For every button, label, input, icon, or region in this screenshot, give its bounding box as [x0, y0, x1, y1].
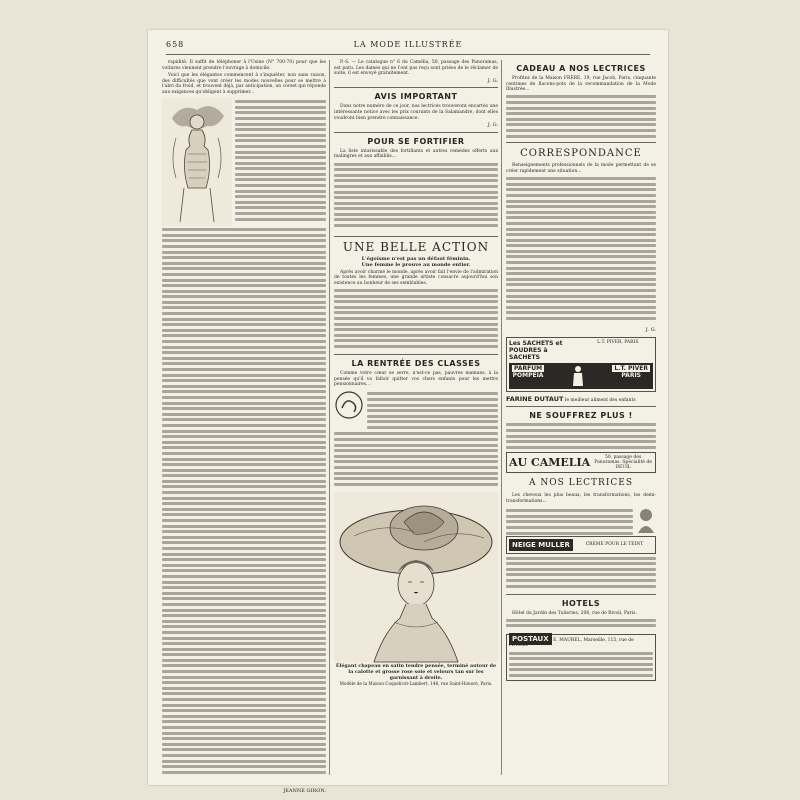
section-title: CORRESPONDANCE [520, 148, 642, 160]
column-2 [334, 60, 498, 775]
illustration-caption: Élégant chapeau en satin tendre pensée, terminé autour de la calotte et grosse rose soie et velours tan sur les garnissant à droite. [335, 663, 497, 681]
illustration-credit: Modèle de la Maison Coquelicot-Lambert, 148, rue Saint-Honoré, Paris. [339, 681, 493, 687]
page-number: 658 [166, 40, 185, 49]
ad-text: POMPEIA [512, 371, 544, 379]
ad-headline: AU CAMELIA [509, 455, 591, 469]
text-block [506, 423, 656, 449]
ad-text: PARFUM [514, 364, 543, 372]
paragraph: rapidité. Il suffit de téléphoner à l'Usine (N° 700-70) pour que les voitures viennent prendre l'ouvrage à domicile. [162, 60, 326, 71]
column-rule [501, 60, 502, 775]
divider [334, 236, 498, 237]
newspaper-page [148, 30, 668, 795]
camelia-advertisement [506, 452, 656, 473]
divider [334, 354, 498, 355]
text-block [506, 557, 656, 591]
text-block [506, 177, 656, 327]
section-title: LA RENTRÉE DES CLASSES [351, 359, 481, 369]
ad-text: CRÈME POUR LE TEINT [585, 542, 644, 548]
paragraph: La liste intarissable des fortifiants et autres remèdes offerts aux malingres et aux affaiblis... [334, 148, 498, 160]
text-block [506, 95, 656, 139]
logo-emblem-icon [334, 390, 364, 420]
piver-advertisement [506, 337, 656, 392]
ad-text: 50, passage des Panoramas. Spécialité de DEUIL [594, 455, 652, 471]
ad-text: PARIS [621, 371, 641, 379]
signature: J. G. [645, 327, 656, 334]
text-block [162, 228, 326, 788]
text-block [506, 507, 633, 533]
ad-banner [509, 363, 653, 389]
column-rule [329, 60, 330, 775]
paragraph: Hôtel du Jardin des Tuileries, 206, rue de Rivoli, Paris. [512, 610, 637, 616]
section-title: AVIS IMPORTANT [374, 92, 458, 102]
subtitle: Une femme le prouve au monde entier. [361, 262, 471, 269]
paragraph: P.-S. — Le catalogue n° 6 du Camélia, 50, passage des Panoramas, est paru. Les dames qui ne l'ont pas reçu sont priées de le réclamer de suite, il est envoyé gratuitement. [334, 60, 498, 77]
page-header [166, 40, 650, 55]
section-title: UNE BELLE ACTION [342, 239, 490, 254]
paragraph: Comme votre cœur se serre, n'est-ce pas, pauvres mamans, à la pensée qu'il va falloir quitter vos chers enfants pour les mettre pensionnaires... [334, 371, 498, 388]
paragraph: Dans notre numéro de ce jour, nos lectrices trouveront encartés une intéressante notice avec les prix courants de la Salamandre, dont elles voudront bien prendre connaissance. [334, 104, 498, 121]
ad-text: L.T. PIVER [614, 364, 648, 372]
subtitle: L'égoïsme n'est pas un défaut féminin. [361, 255, 471, 262]
paragraph: Les cheveux les plus beaux, les transformations, les demi-transformations... [506, 493, 656, 504]
ad-headline: POSTAUX [509, 633, 552, 645]
farine-ad-text: le meilleur aliment des enfants [564, 397, 636, 403]
ad-text: E. MAUREL, Marseille, 115, rue de l'Evêché [509, 637, 634, 649]
text-block [506, 619, 656, 631]
divider [334, 132, 498, 133]
column-3 [506, 60, 656, 775]
paragraph: Renseignements professionnels de la mode permettant de se créer rapidement une situation... [506, 163, 656, 174]
author-signature: JEANNE GIRON. [283, 788, 326, 795]
paragraph: Après avoir charmé le monde, après avoir fait l'envie de l'admiration de toutes les femmes, une grande artiste consacre aujourd'hui son existence au bonheur de ses semblables. [334, 269, 498, 286]
text-block [334, 289, 498, 351]
divider [506, 406, 656, 407]
hat-illustration [334, 492, 498, 662]
portrait-icon [636, 507, 656, 533]
section-title: POUR SE FORTIFIER [367, 136, 465, 146]
paragraph: Voici que les élégantes commencent à s'inquiéter, non sans raison, des difficultés que vont créer les modes nouvelles pour se mettre à l'abri du froid, et trouvent déjà, par anticipation, un corset qui réponde aux exigences qu'obligent à supprimer... [162, 73, 326, 95]
ad-headline: Les SACHETS et POUDRES à SACHETS [509, 339, 563, 361]
section-title: HOTELS [561, 598, 601, 608]
text-block [334, 163, 498, 233]
signature: J. G. [487, 122, 498, 129]
text-block [334, 432, 498, 492]
section-title: A NOS LECTRICES [528, 478, 634, 489]
page-title: LA MODE ILLUSTRÉE [353, 40, 463, 49]
paragraph: Profitez de la Maison FRÈRE, 19, rue Jacob, Paris, cinquante centimes de flacons-pots de la recommandation de la Mode Illustrée... [506, 76, 656, 93]
postaux-advertisement [506, 634, 656, 681]
text-block [367, 390, 498, 430]
column-1 [162, 60, 326, 795]
section-title: NE SOUFFREZ PLUS ! [529, 411, 633, 421]
divider [334, 87, 498, 88]
corset-illustration [162, 98, 232, 226]
farine-ad-title: FARINE DUTAUT [506, 394, 564, 403]
ad-headline: NEIGE MULLER [509, 539, 573, 551]
divider [506, 142, 656, 143]
divider [506, 594, 656, 595]
figure-icon [571, 365, 585, 387]
text-block [235, 98, 326, 226]
neige-muller-advertisement [506, 536, 656, 554]
signature: J. G. [487, 77, 498, 84]
ad-brand: L.T. PIVER, PARIS [597, 339, 639, 345]
text-block [509, 652, 653, 678]
section-title: CADEAU A NOS LECTRICES [516, 64, 646, 73]
